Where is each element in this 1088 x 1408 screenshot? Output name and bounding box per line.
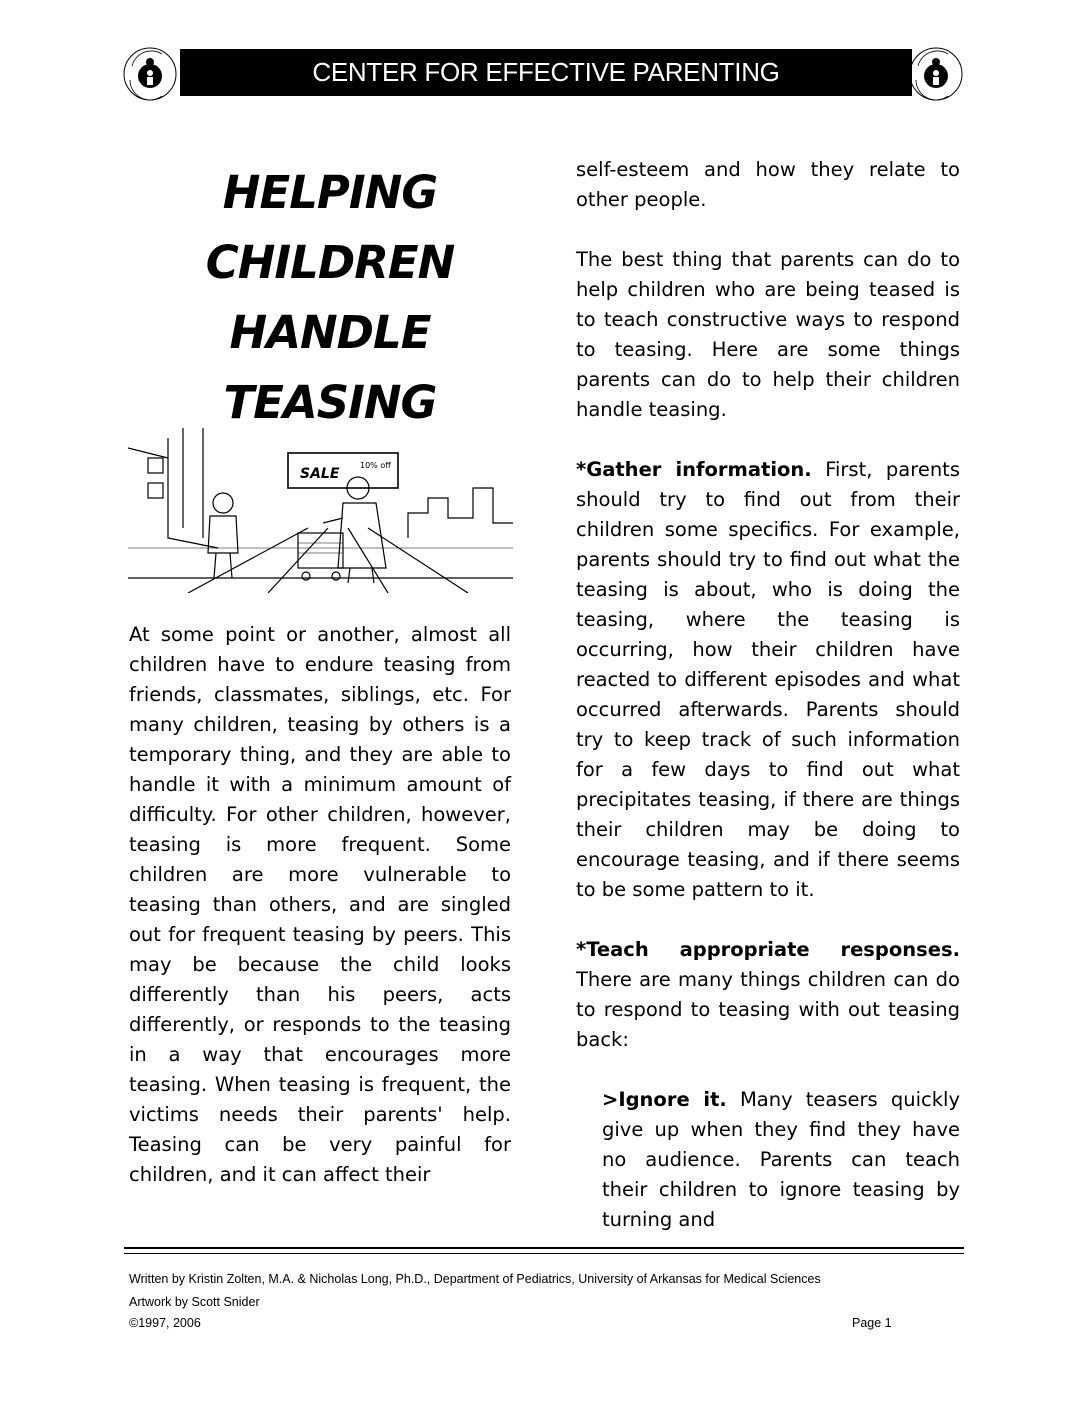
gather-information-section <box>576 455 960 905</box>
continuation-paragraph: self-esteem and how they relate to other people. <box>576 158 960 211</box>
author-credit: Written by Kristin Zolten, M.A. & Nicholas Long, Ph.D., Department of Pediatrics, University of Arkansas for Medical Sciences <box>129 1272 821 1286</box>
title-line: TEASING <box>223 376 437 429</box>
section-heading: *Teach appropriate responses. <box>576 938 960 961</box>
copyright: ©1997, 2006 <box>129 1316 201 1330</box>
artwork-credit: Artwork by Scott Snider <box>129 1295 260 1309</box>
page-title <box>150 158 510 438</box>
title-line: CHILDREN <box>205 236 455 289</box>
teach-responses-section <box>576 935 960 1055</box>
page-number: Page 1 <box>852 1316 892 1330</box>
banner-title: CENTER FOR EFFECTIVE PARENTING <box>312 57 780 87</box>
section-body: Many teasers quickly give up when they find they have no audience. Parents can teach their children to ignore teasing by turning and <box>602 1088 960 1231</box>
section-heading: *Gather information. <box>576 458 812 481</box>
shopping-scene-illustration <box>128 428 513 593</box>
intro-paragraph: At some point or another, almost all children have to endure teasing from friends, classmates, siblings, etc. For many children, teasing by others is a temporary thing, and they are able to handle it with a minimum amount of difficulty. For other children, however, teasing is more frequent. Some children are more vulnerable to teasing than others, and are singled out for frequent teasing by peers. This may be because the child looks differently than his peers, acts differently, or responds to the teasing in a way that encourages more teasing. When teasing is frequent, the victims needs their parents' help. Teasing can be very painful for children, and it can affect their <box>129 623 511 1186</box>
center-logo-icon <box>908 46 964 102</box>
footer-divider <box>124 1253 964 1254</box>
section-body: There are many things children can do to respond to teasing with out teasing back: <box>576 968 960 1051</box>
title-line: HELPING <box>222 166 438 219</box>
footer-divider <box>124 1247 964 1249</box>
title-line: HANDLE <box>229 306 431 359</box>
advice-paragraph: The best thing that parents can do to help children who are being teased is to teach constructive ways to respond to teasing. Here are some things parents can do to help their children handle teasing. <box>576 248 960 421</box>
ignore-it-section <box>602 1085 960 1235</box>
right-column <box>576 155 960 1265</box>
header-banner <box>180 49 912 96</box>
center-logo-icon <box>122 46 178 102</box>
section-body: First, parents should try to find out from their children some specifics. For example, parents should try to find out what the teasing is about, who is doing the teasing, where the teasing is occurring, how their children have reacted to different episodes and what occurred afterwards. Parents should try to keep track of such information for a few days to find out what precipitates teasing, if there are things their children may be doing to encourage teasing, and if there seems to be some pattern to it. <box>576 458 960 901</box>
section-heading: >Ignore it. <box>602 1088 727 1111</box>
sale-sign-note: 10% off <box>360 461 391 470</box>
sale-sign-text: SALE <box>300 466 340 482</box>
